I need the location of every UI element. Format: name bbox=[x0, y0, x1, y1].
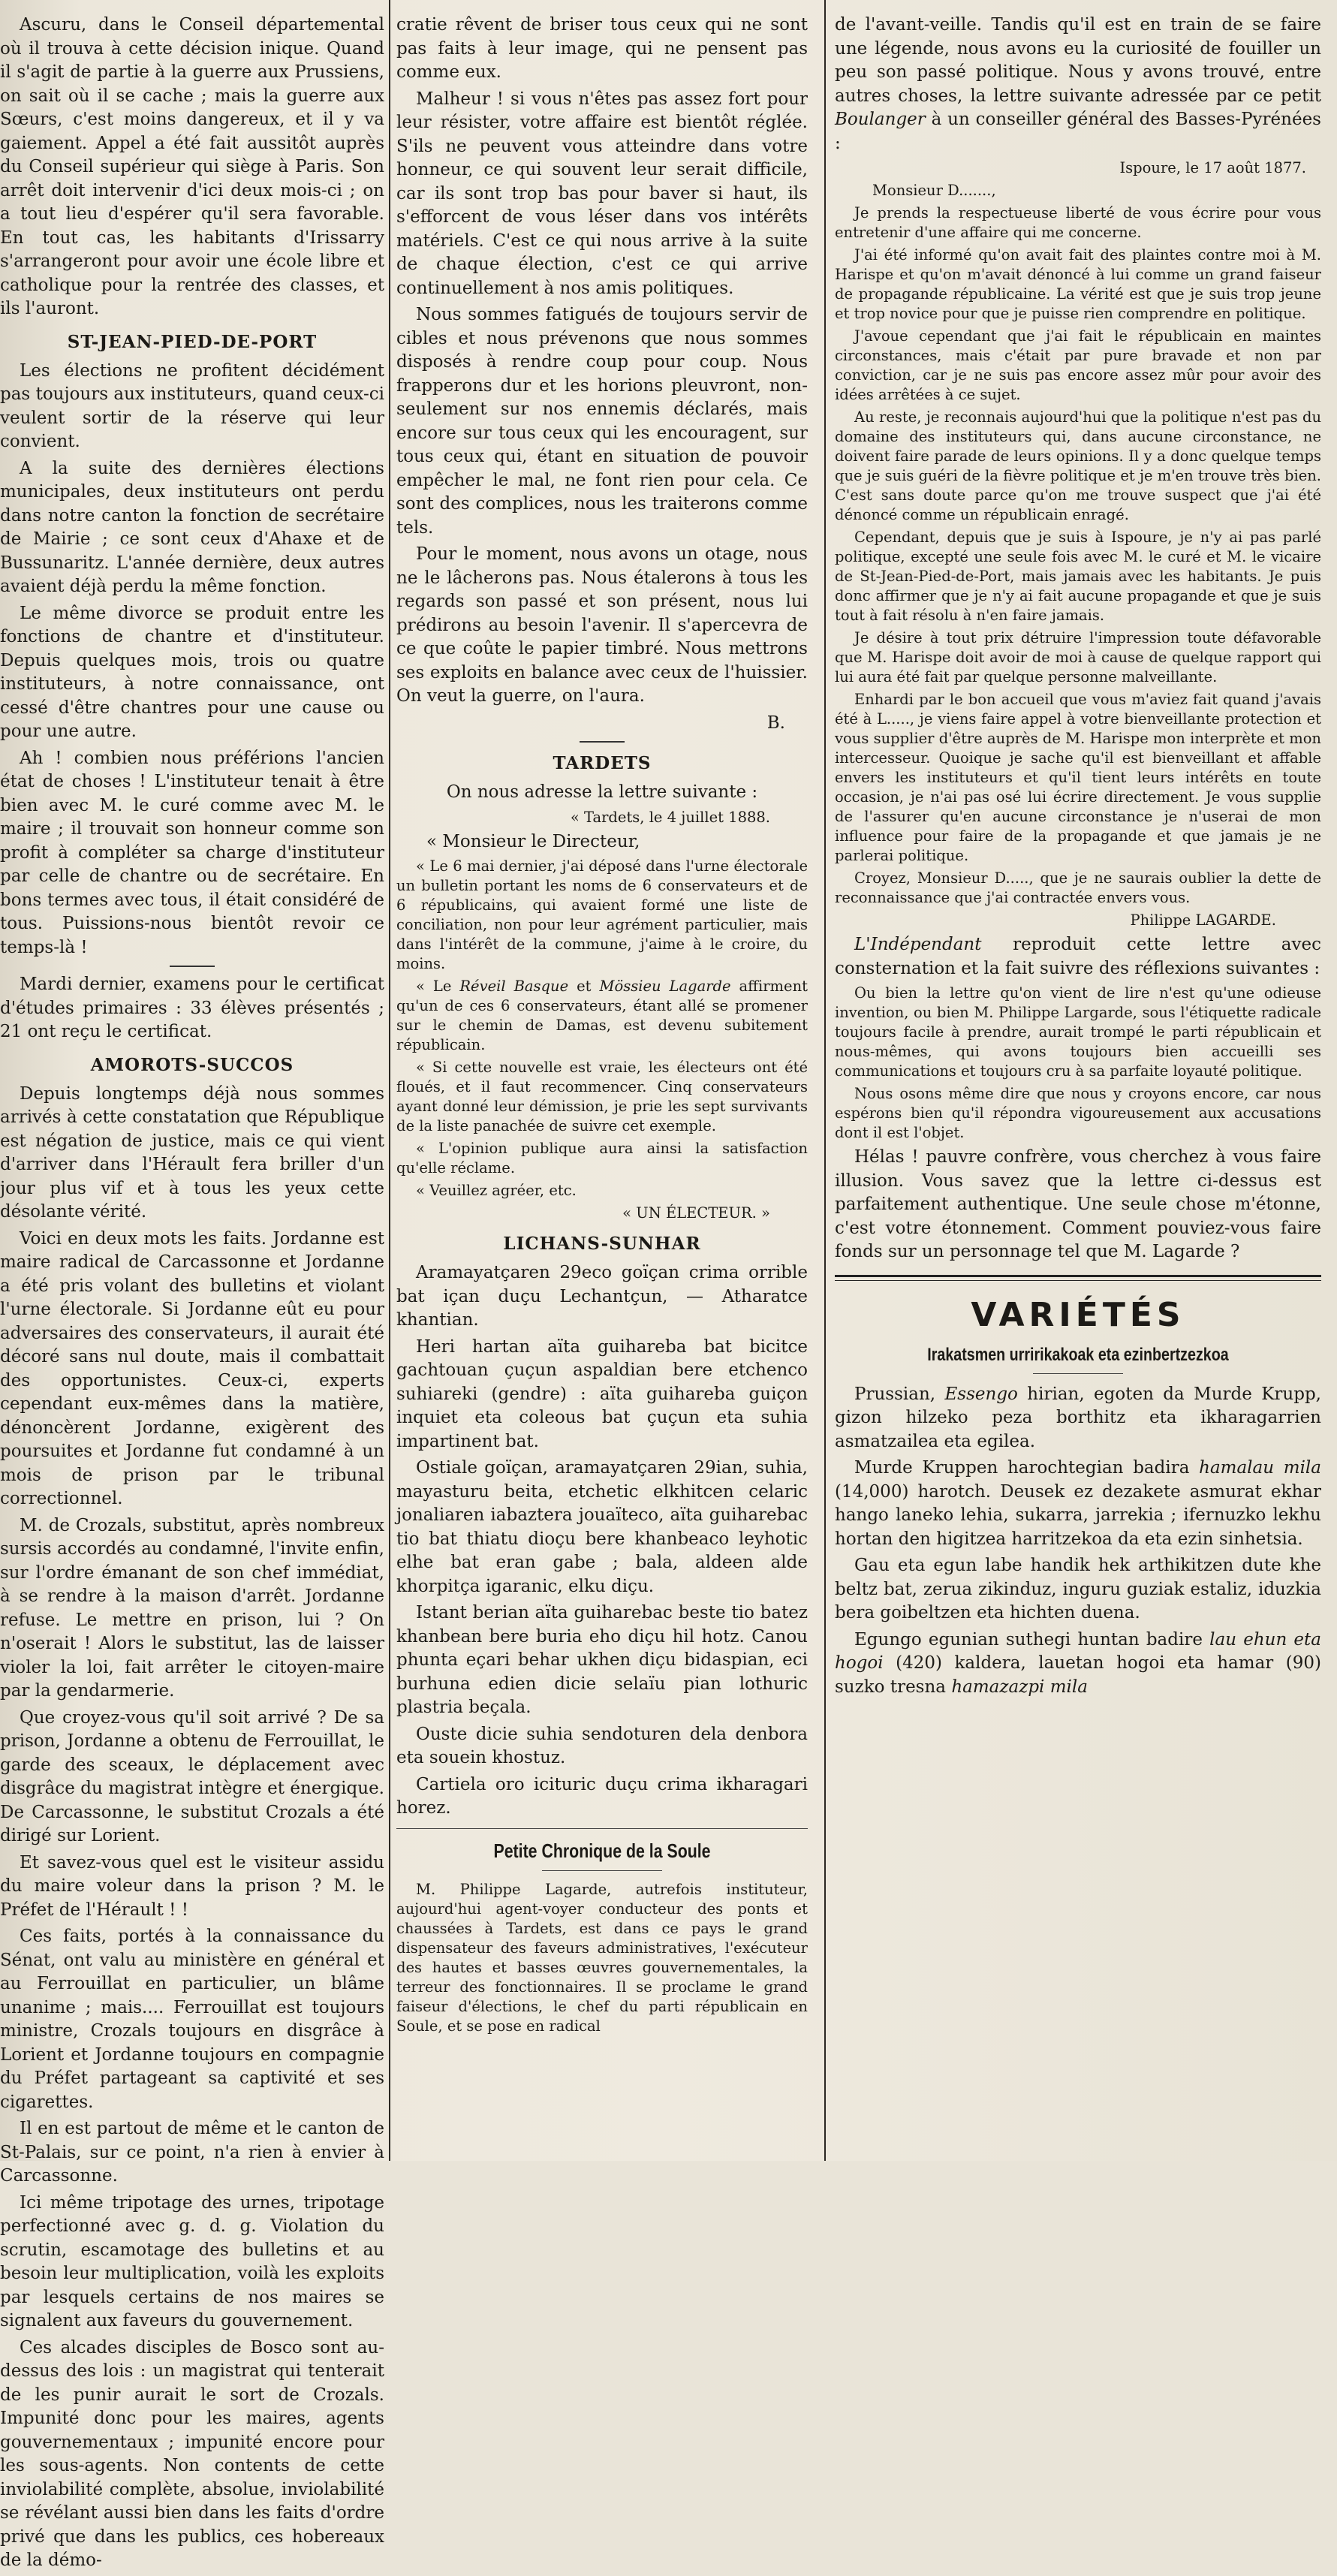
column-rule bbox=[389, 0, 390, 2161]
column-left bbox=[0, 14, 384, 2576]
letter-paragraph: Croyez, Monsieur D....., que je ne saurais oublier la dette de reconnaissance que j'ai contractée envers vous. bbox=[835, 869, 1321, 906]
letter-paragraph: « Si cette nouvelle est vraie, les électeurs ont été floués, et il faut recommencer. Cinq conservateurs ayant donné leur démission, je prie les sept survivants de la liste panachée de suivre cet exemple. bbox=[396, 1059, 808, 1134]
paragraph: cratie rêvent de briser tous ceux qui ne sont pas faits à leur image, qui ne pensent pas comme eux. bbox=[396, 15, 808, 82]
section-heading-lichans: LICHANS-SUNHAR bbox=[503, 1234, 701, 1254]
paragraph: Hélas ! pauvre confrère, vous cherchez à vous faire illusion. Vous savez que la lettre ci-dessus est parfaitement authentique. Une seule chose m'étonne, c'est votre étonnement. Comment pouviez-vous faire fonds sur un personnage tel que M. Lagarde ? bbox=[835, 1147, 1321, 1261]
paragraph: de l'avant-veille. Tandis qu'il est en train de se faire une légende, nous avons eu la curiosité de fouiller un peu son passé politique. Nous y avons trouvé, entre autres choses, la lettre suivante adressée par ce petit Boulanger à un conseiller général des Basses-Pyrénées : bbox=[835, 15, 1321, 153]
divider bbox=[1033, 1373, 1123, 1374]
signature: « UN ÉLECTEUR. » bbox=[622, 1204, 770, 1222]
article-title: Irakatsmen urririkakoak eta ezinbertzezkoa bbox=[927, 1344, 1229, 1365]
paragraph: Ah ! combien nous préférions l'ancien état de choses ! L'instituteur tenait à être bien avec M. le curé comme avec M. le maire ; il trouvait son honneur comme son profit à compléter sa charge d'instituteur par celle de chantre ou de secrétaire. En bons termes avec tous, il était considéré de tous. Puissions-nous bientôt revoir ce temps-là ! bbox=[0, 748, 384, 957]
section-heading-tardets: TARDETS bbox=[553, 753, 652, 773]
paragraph: Et savez-vous quel est le visiteur assidu du maire voleur dans la prison ? M. le Préfet de l'Hérault ! ! bbox=[0, 1852, 384, 1920]
paragraph: Ouste dicie suhia sendoturen dela denbora eta souein khostuz. bbox=[396, 1724, 808, 1767]
letter-paragraph: « L'opinion publique aura ainsi la satisfaction qu'elle réclame. bbox=[396, 1140, 808, 1177]
letter-paragraph: « Le 6 mai dernier, j'ai déposé dans l'urne électorale un bulletin portant les noms de 6 conservateurs et de 6 républicains, qui avaient formé une liste de conciliation, non pour leur agrément particulier, mais dans l'intérêt de la commune, j'aime à le croire, du moins. bbox=[396, 857, 808, 972]
paragraph: Gau eta egun labe handik hek arthikitzen dute khe beltz bat, zerua zikinduz, inguru guziak estaliz, iduzkia bera goibeltzen eta hichten duena. bbox=[835, 1556, 1321, 1622]
paragraph: L'Indépendant reproduit cette lettre avec consternation et la fait suivre des réflexions suivantes : bbox=[835, 935, 1321, 978]
letter-paragraph: Je désire à tout prix détruire l'impression toute défavorable que M. Harispe doit avoir de moi à cause de quelque rapport qui lui aura été fait par quelque personne malveillante. bbox=[835, 629, 1321, 685]
separator bbox=[170, 966, 215, 967]
column-middle bbox=[396, 14, 808, 2039]
quote-paragraph: Ou bien la lettre qu'on vient de lire n'est qu'une odieuse invention, ou bien M. Philippe Largarde, sous l'étiquette radicale toujours facile à prendre, aurait trompé le parti républicain et nous-mêmes, qui avons toujours bien accueilli ses communications et toujours cru à sa parfaite loyauté politique. bbox=[835, 984, 1321, 1080]
section-heading-st-jean: ST-JEAN-PIED-DE-PORT bbox=[67, 331, 318, 352]
paragraph: Les élections ne profitent décidément pas toujours aux instituteurs, quand ceux-ci veulent sortir de la réserve qui leur convient. bbox=[0, 360, 384, 451]
salutation: « Monsieur le Directeur, bbox=[426, 831, 640, 851]
paragraph: M. de Crozals, substitut, après nombreux sursis accordés au condamné, l'invite enfin, sur l'ordre émanant de son chef immédiat, à se rendre à la maison d'arrêt. Jordanne refuse. Le mettre en prison, lui ? On n'oserait ! Alors le substitut, las de laisser violer la loi, fait arrêter le citoyen-maire par la gendarmerie. bbox=[0, 1515, 384, 1701]
letter-paragraph: Enhardi par le bon accueil que vous m'aviez fait quand j'avais été à L....., je viens faire appel à votre bienveillante protection et vous supplier d'être auprès de M. Harispe mon interprète et mon intercesseur. Quoique je sache qu'il est bienveillant et affable envers les instituteurs et qu'il tient leurs intérêts en toute occasion, je n'ai pas osé lui écrire directement. Je vous supplie de l'assurer qu'en aucune circonstance je n'userai de mon influence pour faire de la propagande et que jamais je ne parlerai politique. bbox=[835, 691, 1321, 864]
paragraph: A la suite des dernières élections municipales, deux instituteurs ont perdu dans notre canton la fonction de secrétaire de Mairie ; ce sont ceux d'Ahaxe et de Bussunaritz. L'année dernière, deux autres avaient déjà perdu la même fonction. bbox=[0, 458, 384, 596]
signature: B. bbox=[766, 713, 785, 733]
paragraph: Heri hartan aïta guihareba bat bicitce gachtouan çuçun aspaldian bere etchenco suhiareki (gendre) : aïta guihareba guiçon inquiet eta coleous bat çuçun eta suhia impartinent bat. bbox=[396, 1336, 808, 1451]
paragraph: Il en est partout de même et le canton de St-Palais, sur ce point, n'a rien à envier à Carcassonne. bbox=[0, 2119, 384, 2186]
paragraph: Ces faits, portés à la connaissance du Sénat, ont valu au ministère en général et au Ferrouillat en particulier, un blâme unanime ; mais.... Ferrouillat est toujours ministre, Crozals toujours en disgrâce à Lorient et Jordanne toujours en compagnie du Préfet partageant sa captivité et ses cigarettes. bbox=[0, 1927, 384, 2112]
divider bbox=[542, 1870, 662, 1871]
paragraph: Voici en deux mots les faits. Jordanne est maire radical de Carcassonne et Jordanne a été pris volant des bulletins et violant l'urne électorale. Si Jordanne eût eu pour adversaires des conservateurs, il aurait été décoré sans nul doute, mais il combattait des opportunistes. Ceux-ci, experts cependant eux-mêmes dans la matière, dénoncèrent Jordanne, exigèrent des poursuites et Jordanne fut condamné à un mois de prison par le tribunal correctionnel. bbox=[0, 1228, 384, 1508]
letter-paragraph: Je prends la respectueuse liberté de vous écrire pour vous entretenir d'une affaire qui me concerne. bbox=[835, 204, 1321, 241]
paragraph: Cartiela oro icituric duçu crima ikharagari horez. bbox=[396, 1774, 808, 1818]
dateline: Ispoure, le 17 août 1877. bbox=[1119, 159, 1306, 176]
letter-paragraph: Cependant, depuis que je suis à Ispoure, je n'y ai pas parlé politique, excepté une seule fois avec M. le curé et M. le vicaire de St-Jean-Pied-de-Port, mais jamais avec les habitants. Je puis donc affirmer que je n'y ai fait aucune propagande et que je suis tout à fait résolu à n'en faire jamais. bbox=[835, 529, 1321, 624]
letter-paragraph: « Veuillez agréer, etc. bbox=[416, 1182, 577, 1199]
paragraph: Pour le moment, nous avons un otage, nous ne le lâcherons pas. Nous étalerons à tous les regards son passé et son présent, nous lui prédirons au besoin l'avenir. Il s'apercevra de ce que coûte le papier timbré. Nous mettrons ses exploits en balance avec ceux de l'huissier. On veut la guerre, on l'aura. bbox=[396, 544, 808, 706]
section-heading-petite-chronique: Petite Chronique de la Soule bbox=[493, 1839, 711, 1862]
salutation: Monsieur D......., bbox=[872, 182, 996, 199]
intro-line: On nous adresse la lettre suivante : bbox=[446, 782, 758, 802]
signature: Philippe LAGARDE. bbox=[1130, 911, 1276, 929]
column-right bbox=[835, 14, 1321, 1702]
paragraph: Nous sommes fatigués de toujours servir de cibles et nous prévenons que nous sommes disposés à rendre coup pour coup. Nous frapperons dur et les horions pleuvront, non-seulement sur nos ennemis déclarés, mais encore sur tous ceux qui les encouragent, sur tous ceux qui, étant en situation de pouvoir empêcher le mal, ne font rien pour cela. Ce sont des complices, nous les traiterons comme tels. bbox=[396, 305, 808, 538]
section-heading-amorots: AMOROTS-SUCCOS bbox=[90, 1054, 294, 1075]
double-rule bbox=[835, 1275, 1321, 1281]
paragraph: Egungo egunian suthegi huntan badire lau ehun eta hogoi (420) kaldera, lauetan hogoi eta hamar (90) suzko tresna hamazazpi mila bbox=[835, 1629, 1321, 1697]
paragraph: Ostiale goïçan, aramayatçaren 29ian, suhia, mayasturu beita, etchetic elkhitcen celaric jonaliaren iabaztera jouaïteco, aïta guiharebac tio bat thiatu dioçu bere khanbeaco leyhotic elhe bat eran gabe ; bala, aldeen alde khorpitça igaranic, elku diçu. bbox=[396, 1458, 808, 1596]
paragraph: Depuis longtemps déjà nous sommes arrivés à cette constatation que République est négation de justice, mais ce qui vient d'arriver dans l'Hérault fera briller d'un jour plus vif et à tous les yeux cette désolante vérité. bbox=[0, 1083, 384, 1222]
separator bbox=[580, 741, 625, 743]
section-heading-varietes: VARIÉTÉS bbox=[971, 1295, 1185, 1334]
letter-paragraph: J'avoue cependant que j'ai fait le républicain en maintes circonstances, mais c'était par pure bravade et non par conviction, car je ne suis pas encore assez mûr pour avoir des idées arrêtées à ce sujet. bbox=[835, 327, 1321, 403]
paragraph: Que croyez-vous qu'il soit arrivé ? De sa prison, Jordanne a obtenu de Ferrouillat, le garde des sceaux, le déplacement avec disgrâce du magistrat intègre et énergique. De Carcassonne, le substitut Crozals a été dirigé sur Lorient. bbox=[0, 1707, 384, 1845]
paragraph: Malheur ! si vous n'êtes pas assez fort pour leur résister, votre affaire est bientôt réglée. S'ils ne peuvent vous atteindre dans votre honneur, ce qui souvent leur serait difficile, car ils sont trop bas pour baver si haut, ils s'efforcent de vous léser dans vos intérêts matériels. C'est ce qui nous arrive à la suite de chaque élection, c'est ce qui arrive continuellement à nos amis politiques. bbox=[396, 89, 808, 298]
paragraph: M. Philippe Lagarde, autrefois instituteur, aujourd'hui agent-voyer conducteur des ponts et chaussées à Tardets, est dans ce pays le grand dispensateur des faveurs administratives, l'exécuteur des hautes et basses œuvres gouvernementales, la terreur des fonctionnaires. Il se proclame le grand faiseur d'élections, le chef du parti républicain en Soule, et se pose en radical bbox=[396, 1880, 808, 2035]
paragraph: Ces alcades disciples de Bosco sont au-dessus des lois : un magistrat qui tenterait de les punir aurait le sort de Crozals. Impunité donc pour les maires, agents gouvernementaux ; impunité encore pour les sous-agents. Non contents de cette inviolabilité complète, absolue, inviolabilité se révélant aussi bien dans les faits d'ordre privé que dans les publics, ces hobereaux de la démo- bbox=[0, 2337, 384, 2570]
paragraph: Mardi dernier, examens pour le certificat d'études primaires : 33 élèves présentés ; 21 ont reçu le certificat. bbox=[0, 975, 384, 1041]
dateline: « Tardets, le 4 juillet 1888. bbox=[570, 808, 770, 826]
paragraph: Le même divorce se produit entre les fonctions de chantre et d'instituteur. Depuis quelques mois, trois ou quatre instituteurs, à notre connaissance, ont cessé d'être chantres pour une cause ou pour une autre. bbox=[0, 603, 384, 741]
paragraph: Aramayatçaren 29eco goïçan crima orrible bat içan duçu Lechantçun, — Atharatce khantian. bbox=[396, 1263, 808, 1330]
quote-paragraph: Nous osons même dire que nous y croyons encore, car nous espérons bien qu'il répondra vigoureusement aux accusations dont il est l'objet. bbox=[835, 1085, 1321, 1141]
paragraph: Ascuru, dans le Conseil départemental où il trouva à cette décision inique. Quand il s'agit de partie à la guerre aux Prussiens, on sait où il se cache ; mais la guerre aux Sœurs, c'est moins dangereux, et il y va gaiement. Appel a été fait aussitôt auprès du Conseil supérieur qui siège à Paris. Son arrêt doit intervenir d'ici deux mois-ci ; on a tout lieu d'espérer qu'il sera favorable. En tout cas, les habitants d'Irissarry s'arrangeront pour avoir une école libre et catholique pour la rentrée des classes, et ils l'auront. bbox=[0, 15, 384, 318]
paragraph: Istant berian aïta guiharebac beste tio batez khanbean bere buria eho diçu hil hotz. Canou phunta eçari behar ukhen diçu bidaspian, eci burhuna edien dicie selaïu pian lothuric plastria beçala. bbox=[396, 1603, 808, 1717]
letter-paragraph: J'ai été informé qu'on avait fait des plaintes contre moi à M. Harispe et qu'on m'avait dénoncé à lui comme un grand faiseur de propagande républicaine. La vérité est que je suis trop jeune et trop novice pour que je puisse rien comprendre en politique. bbox=[835, 246, 1321, 322]
paragraph: Murde Kruppen harochtegian badira hamalau mila (14,000) harotch. Deusek ez dezakete asmurat ekhar hango laneko lehia, sukarra, jarrekia ; ifernuzko lekhu hortan den higitzea harritzekoa da eta ezin sinhetsia. bbox=[835, 1458, 1321, 1549]
paragraph: Ici même tripotage des urnes, tripotage perfectionné avec g. d. g. Violation du scrutin, escamotage des bulletins et au besoin leur multiplication, voilà les exploits par lesquels certains de nos maires se signalent aux faveurs du gouvernement. bbox=[0, 2192, 384, 2330]
letter-paragraph: Au reste, je reconnais aujourd'hui que la politique n'est pas du domaine des instituteurs qui, dans aucune circonstance, ne doivent faire parade de leurs opinions. Il y a donc quelque temps que je suis guéri de la fièvre politique et je m'en trouve très bien. C'est sans doute parce qu'on me trouve suspect que j'ai été dénoncé comme un républicain enragé. bbox=[835, 408, 1322, 523]
paragraph: Prussian, Essengo hirian, egoten da Murde Krupp, gizon hilzeko peza borthitz eta ikharagarrien asmatzailea eta egilea. bbox=[835, 1384, 1321, 1451]
letter-paragraph: « Le Réveil Basque et Mössieu Lagarde affirment qu'un de ces 6 conservateurs, étant allé se promener sur le chemin de Damas, est devenu subitement républicain. bbox=[396, 978, 808, 1053]
divider bbox=[396, 1828, 808, 1829]
column-rule bbox=[824, 0, 826, 2161]
